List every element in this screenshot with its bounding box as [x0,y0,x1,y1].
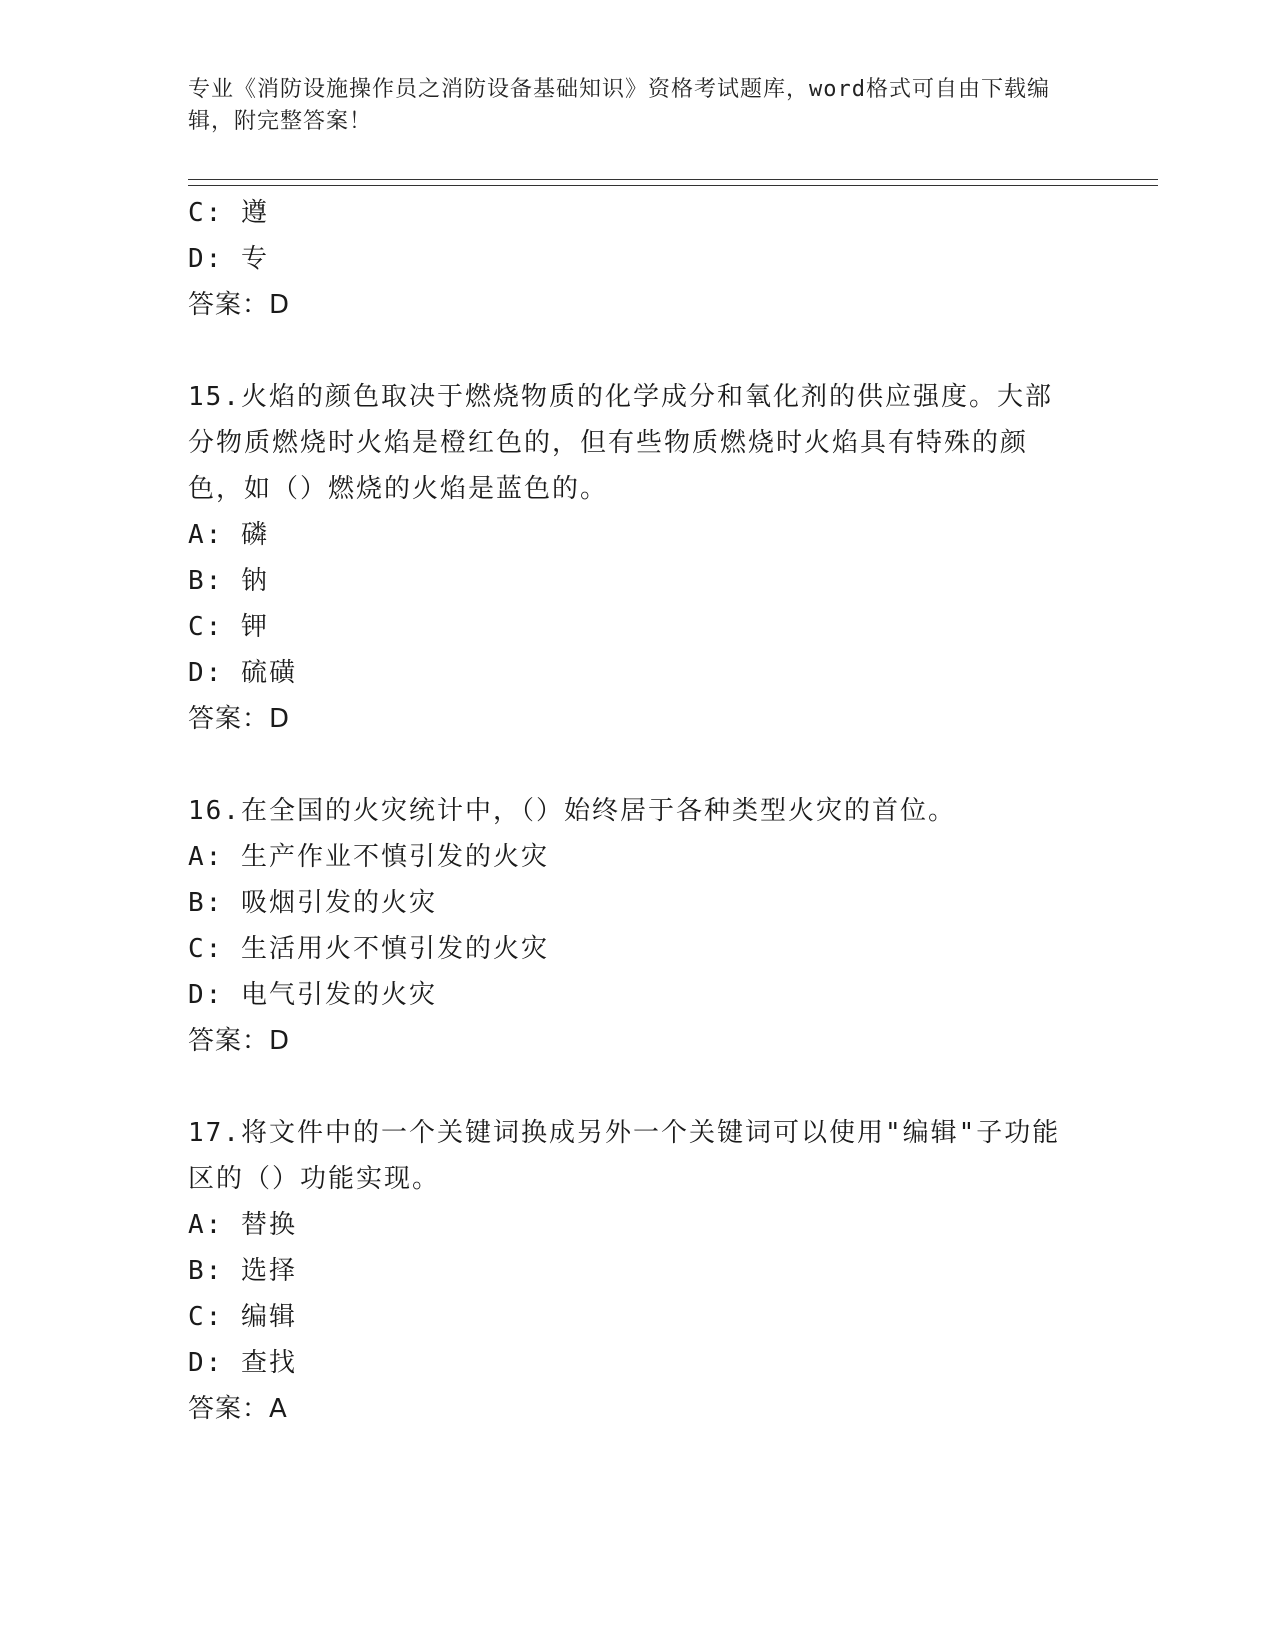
option-letter: A: [188,1210,224,1240]
option-c [188,604,1088,650]
option-letter: A: [188,520,224,550]
option-text: 生产作业不慎引发的火灾 [240,842,549,872]
option-letter: C: [188,934,224,964]
option-text: 吸烟引发的火灾 [240,888,437,918]
option-letter: C: [188,198,224,228]
question-stem-line: 17.将文件中的一个关键词换成另外一个关键词可以使用"编辑"子功能 [188,1118,1061,1148]
option-letter: C: [188,612,224,642]
answer-line: 答案：A [188,1394,288,1424]
option-text: 生活用火不慎引发的火灾 [240,934,549,964]
option-a [188,834,1088,880]
exam-content [188,190,1088,1432]
option-text: 磷 [240,520,269,550]
option-d [188,236,1088,282]
option-letter: D: [188,658,224,688]
option-letter: D: [188,244,224,274]
option-letter: C: [188,1302,224,1332]
question-stem-line: 区的（）功能实现。 [188,1164,441,1194]
option-text: 替换 [240,1210,297,1240]
option-d [188,650,1088,696]
question-17 [188,1110,1088,1432]
answer-line: 答案：D [188,290,291,320]
option-b [188,880,1088,926]
option-text: 钠 [240,566,269,596]
option-text: 选择 [240,1256,297,1286]
question-stem-line: 色，如（）燃烧的火焰是蓝色的。 [188,474,609,504]
option-text: 遵 [240,198,269,228]
option-text: 编辑 [240,1302,297,1332]
question-stem-line: 分物质燃烧时火焰是橙红色的，但有些物质燃烧时火焰具有特殊的颜 [188,428,1029,458]
question-16 [188,788,1088,1064]
option-letter: D: [188,1348,224,1378]
answer-line: 答案：D [188,1026,291,1056]
option-letter: B: [188,888,224,918]
option-text: 电气引发的火灾 [240,980,437,1010]
option-b [188,558,1088,604]
option-text: 专 [240,244,269,274]
option-letter: A: [188,842,224,872]
option-text: 硫磺 [240,658,297,688]
option-c [188,190,1088,236]
option-letter: B: [188,1256,224,1286]
answer-line: 答案：D [188,704,291,734]
question-stem-line: 16.在全国的火灾统计中，（）始终居于各种类型火灾的首位。 [188,796,956,826]
option-letter: D: [188,980,224,1010]
question-stem-line: 15.火焰的颜色取决于燃烧物质的化学成分和氧化剂的供应强度。大部 [188,382,1053,412]
option-c [188,1294,1088,1340]
option-b [188,1248,1088,1294]
header-divider [188,179,1158,186]
option-c [188,926,1088,972]
option-a [188,1202,1088,1248]
option-text: 钾 [240,612,269,642]
page-header: 专业《消防设施操作员之消防设备基础知识》资格考试题库，word格式可自由下载编辑，附完整答案！ [188,77,1050,134]
option-a [188,512,1088,558]
question-15 [188,374,1088,742]
option-text: 查找 [240,1348,297,1378]
option-d [188,972,1088,1018]
option-d [188,1340,1088,1386]
option-letter: B: [188,566,224,596]
